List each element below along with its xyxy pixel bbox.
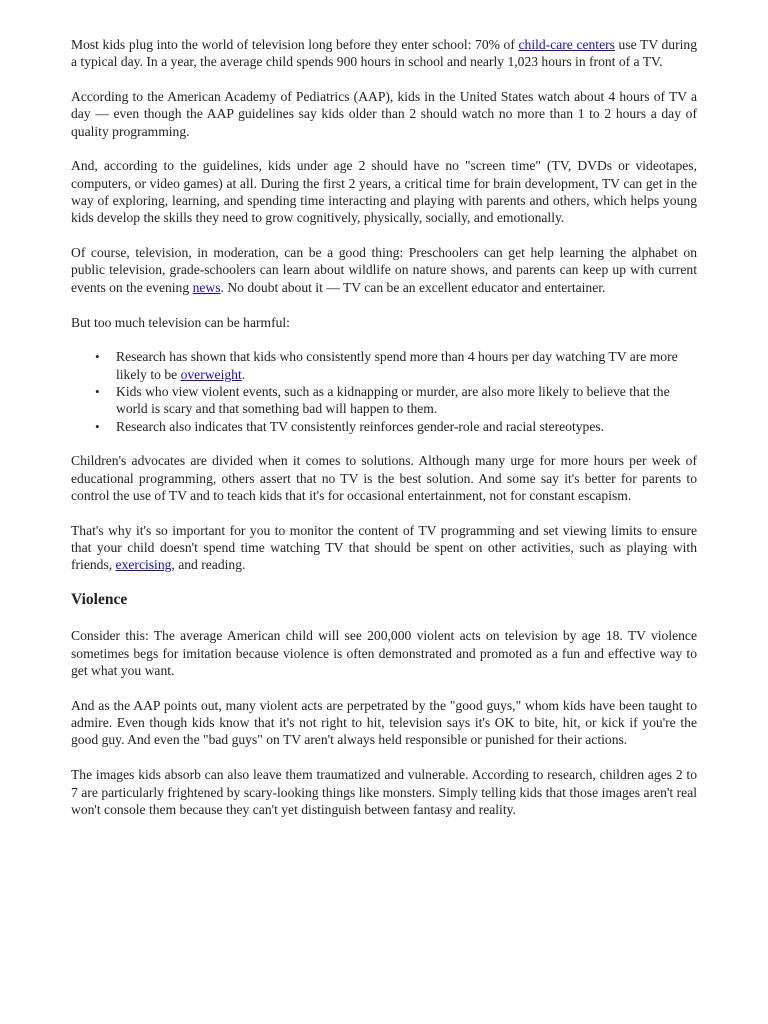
violence-section — [71, 627, 697, 818]
paragraph — [71, 36, 697, 71]
paragraph — [71, 627, 697, 679]
text-segment: Kids who view violent events, such as a kidnapping or murder, are also more likely to believe that the world is scary and that something bad will happen to them. — [116, 383, 670, 417]
text-segment: Research has shown that kids who consistently spend more than 4 hours per day watching TV are more likely to be — [116, 349, 678, 382]
text-segment: But too much television can be harmful: — [71, 314, 290, 330]
intro-section — [71, 36, 697, 331]
text-segment: . — [241, 366, 246, 382]
text-segment: Most kids plug into the world of television long before they enter school: 70% of — [71, 37, 519, 52]
bullet-dot-icon: • — [95, 383, 100, 399]
text-segment: . No doubt about it — TV can be an excellent educator and entertainer. — [220, 279, 606, 295]
paragraph — [71, 452, 697, 504]
bullet-dot-icon: • — [95, 349, 100, 365]
harm-bullet-list — [71, 348, 697, 434]
inline-link[interactable]: overweight — [180, 366, 242, 382]
text-segment: Children's advocates are divided when it comes to solutions. Although many urge for more hours per week of educational programming, others assert that no TV is the best solution. And some say it's better for parents to control the use of TV and to teach kids that it's for occasional entertainment, not for constant escapism. — [71, 453, 697, 503]
text-segment: And, according to the guidelines, kids under age 2 should have no "screen time" (TV, DVDs or videotapes, computers, or video games) at all. During the first 2 years, a critical time for brain development, TV can get in the way of exploring, learning, and spending time interacting and playing with parents and others, which helps young kids develop the skills they need to grow cognitively, physically, socially, and emotionally. — [71, 158, 697, 226]
bullet-item — [71, 418, 697, 435]
inline-link[interactable]: exercising — [115, 557, 172, 573]
bullet-item — [71, 383, 697, 418]
text-segment: use TV during a typical day. In a year, the average child spends 900 hours in school and nearly 1,023 hours in front of a TV. — [71, 37, 697, 70]
paragraph — [71, 697, 697, 749]
inline-link[interactable]: child-care centers — [518, 37, 615, 52]
section-heading-violence: Violence — [71, 591, 128, 609]
paragraph — [71, 522, 697, 574]
text-segment: Research also indicates that TV consistently reinforces gender-role and racial stereotypes. — [116, 418, 605, 434]
solutions-section — [71, 452, 697, 573]
text-segment: Of course, television, in moderation, can be a good thing: Preschoolers can get help learning the alphabet on public television, grade-schoolers can learn about wildlife on nature shows, and parents can keep up with current events on the evening — [71, 245, 697, 295]
inline-link[interactable]: news — [192, 279, 221, 295]
article — [71, 36, 697, 836]
paragraph — [71, 766, 697, 818]
bullet-dot-icon: • — [95, 418, 100, 434]
text-segment: According to the American Academy of Pediatrics (AAP), kids in the United States watch about 4 hours of TV a day — even though the AAP guidelines say kids older than 2 should watch no more than 1 to 2 hours a day of quality programming. — [71, 89, 697, 139]
paragraph — [71, 314, 697, 331]
text-segment: , and reading. — [171, 557, 246, 573]
paragraph — [71, 157, 697, 226]
paragraph — [71, 244, 697, 296]
text-segment: The images kids absorb can also leave them traumatized and vulnerable. According to research, children ages 2 to 7 are particularly frightened by scary-looking things like monsters. Simply telling kids that those images aren't real won't console them because they can't yet distinguish between fantasy and reality. — [71, 767, 697, 817]
text-segment: That's why it's so important for you to monitor the content of TV programming and set viewing limits to ensure that your child doesn't spend time watching TV that should be spent on other activities, such as playing with friends, — [71, 522, 697, 573]
paragraph — [71, 88, 697, 140]
text-segment: Consider this: The average American child will see 200,000 violent acts on television by age 18. TV violence sometimes begs for imitation because violence is often demonstrated and promoted as a fun and effective way to get what you want. — [71, 628, 697, 679]
text-segment: And as the AAP points out, many violent acts are perpetrated by the "good guys," whom kids have been taught to admire. Even though kids know that it's not right to hit, television says it's OK to bite, hit, or kick if you're the good guy. And even the "bad guys" on TV aren't always held responsible or punished for their actions. — [71, 697, 697, 748]
bullet-item — [71, 348, 697, 383]
